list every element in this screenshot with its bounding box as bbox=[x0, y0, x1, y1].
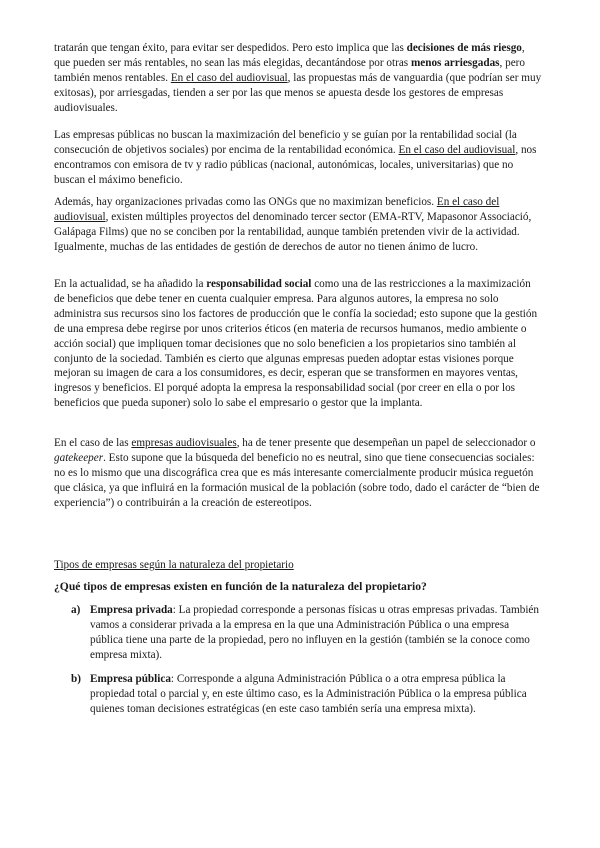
text-run: Además, hay organizaciones privadas como las ONGs que no maximizan beneficios. bbox=[54, 196, 437, 208]
underlined-phrase: En el caso del audiovisual bbox=[170, 71, 288, 84]
paragraph-ngos bbox=[54, 195, 542, 255]
section-title-text: Tipos de empresas según la naturaleza del propietario bbox=[54, 559, 294, 571]
text-run: En la actualidad, se ha añadido la bbox=[54, 278, 207, 290]
text-run: . Esto supone que la búsqueda del beneficio no es neutral, sino que tiene consecuencias sociales: no es lo mismo que una discográfica crea que es más interesante comercialmente producir música reguetón que clásica, ya que influirá en la formación musical de la población (sobre todo, dado el carácter de “bien de experiencia”) o contribuirán a la creación de estereotipos. bbox=[54, 451, 540, 509]
section-title bbox=[54, 558, 542, 573]
text-run: , nos encontramos con emisora de tv y radio públicas (nacional, autonómicas, locales, universitarias) que no buscan el máximo beneficio. bbox=[54, 143, 537, 186]
list-item-body bbox=[90, 672, 542, 717]
paragraph-audiovisual-gatekeeper bbox=[54, 436, 542, 511]
list-item-body bbox=[90, 603, 542, 663]
section-question: ¿Qué tipos de empresas existen en función de la naturaleza del propietario? bbox=[54, 580, 427, 593]
text-run: , pero también menos rentables. bbox=[54, 56, 525, 84]
bold-term: Empresa pública bbox=[90, 673, 171, 685]
bold-term: decisiones de más riesgo bbox=[406, 42, 522, 54]
text-run: Las empresas públicas no buscan la maximización del beneficio y se guían por la rentabilidad social (la consecución de objetivos sociales) por encima de la rentabilidad económica. bbox=[54, 129, 517, 156]
list-marker: a) bbox=[71, 604, 81, 616]
underlined-phrase: empresas audiovisuales bbox=[131, 437, 237, 449]
list-marker: b) bbox=[71, 673, 81, 685]
text-run: : Corresponde a alguna Administración Pública o a otra empresa pública la propiedad total o parcial y, en este último caso, es la Administración Pública o la empresa pública quienes toman decisiones estratégicas (en este caso también sería una empresa mixta). bbox=[90, 673, 527, 715]
text-run: En el caso de las bbox=[54, 437, 132, 449]
bold-term: menos arriesgadas bbox=[410, 56, 500, 69]
paragraph-risk-decisions bbox=[54, 41, 542, 116]
paragraph-social-responsibility bbox=[54, 277, 542, 411]
italic-term: gatekeeper bbox=[54, 451, 104, 464]
paragraph-public-companies bbox=[54, 128, 542, 188]
text-run: , ha de tener presente que desempeñan un papel de seleccionador o bbox=[236, 437, 536, 449]
text-run: tratarán que tengan éxito, para evitar ser despedidos. Pero esto implica que las bbox=[54, 42, 407, 54]
text-run: , que pueden ser más rentables, no sean las más elegidas, decantándose por otras bbox=[54, 42, 525, 69]
text-run: , existen múltiples proyectos del denominado tercer sector (EMA-RTV, Mapasonor Associació, Galápaga Films) que no se conciben por la rentabilidad, aunque también pretenden vivir de la actividad. Igualmente, muchas de las entidades de gestión de derechos de autor no tienen ánimo de lucro. bbox=[54, 210, 532, 253]
text-run: como una de las restricciones a la maximización de beneficios que debe tener en cuenta cualquier empresa. Para algunos autores, la empresa no solo administra sus recursos sino los factores de producción que le confía la sociedad; esto supone que la gestión de una empresa debe regirse por unos criterios éticos (en materia de recursos humanos, medio ambiente o acción social) que impliquen tomar decisiones que no solo beneficien a los propietarios sino también al conjunto de la sociedad. También es cierto que algunas empresas pueden adoptar estas visiones porque mejoran su imagen de cara a los consumidores, es decir, esperan que se transformen en mayores ventas, ingresos y beneficios. El porqué adopta la empresa la responsabilidad social (por creer en ella o por los beneficios que pueda suponer) solo lo sabe el empresario o gestor que la implanta. bbox=[54, 278, 538, 410]
text-run: , las propuestas más de vanguardia (que podrían ser muy exitosas), por arriesgadas, tienden a ser por las que menos se apuesta desde los gestores de empresas audiovisuales. bbox=[54, 71, 542, 114]
bold-term: Empresa privada bbox=[90, 604, 173, 616]
underlined-phrase: En el caso del audiovisual bbox=[54, 196, 500, 223]
underlined-phrase: En el caso del audiovisual bbox=[398, 143, 516, 156]
bold-term: responsabilidad social bbox=[206, 278, 312, 290]
text-run: : La propiedad corresponde a personas físicas u otras empresas privadas. También vamos a considerar privada a la empresa en la que una Administración Pública o una empresa pública tiene una parte de la propiedad, pero no influyen en la gestión (también se la conoce como empresa mixta). bbox=[90, 604, 539, 661]
